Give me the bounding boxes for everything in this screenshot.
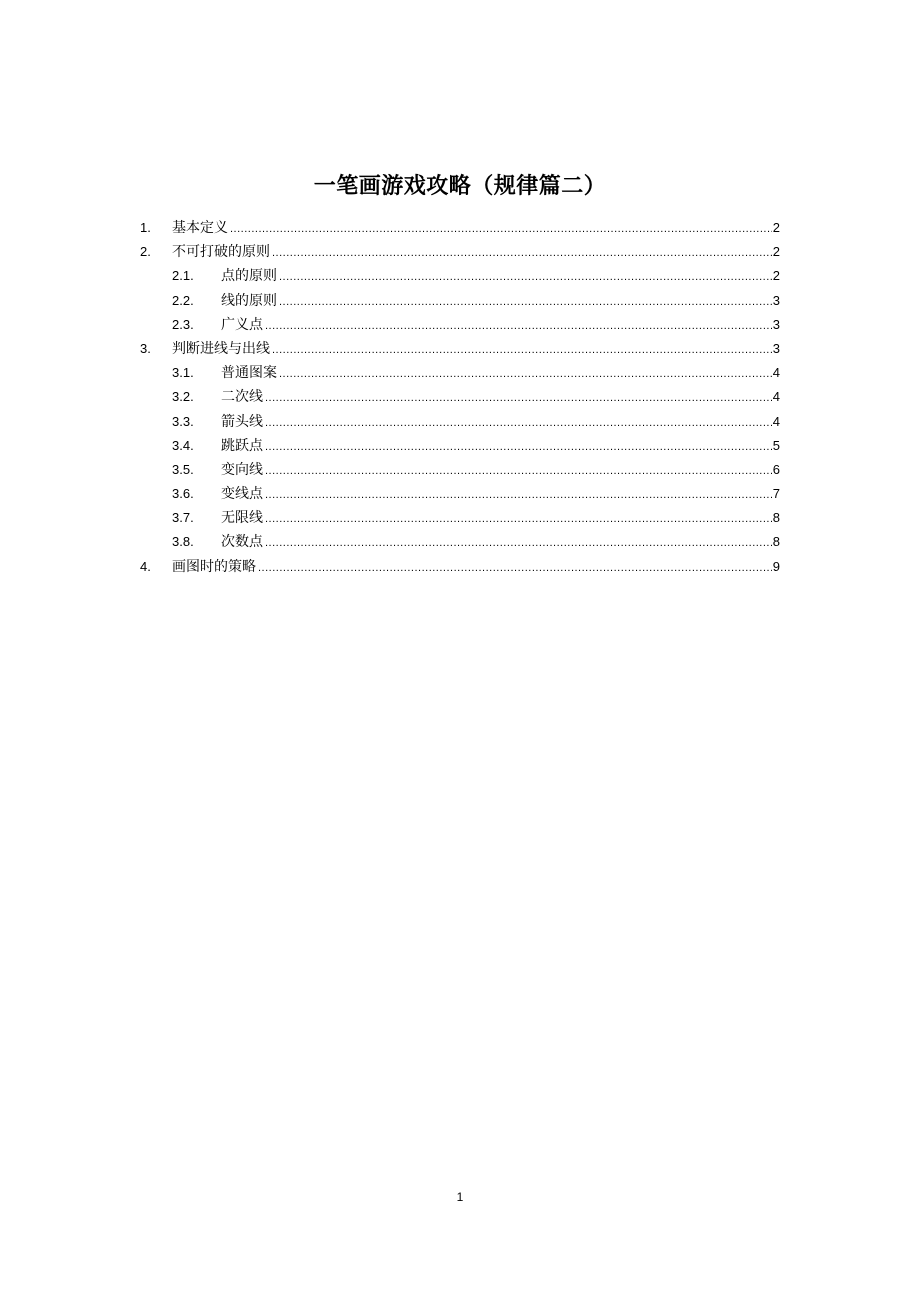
toc-entry-point-principle[interactable] (140, 264, 780, 288)
toc-page-number: 3 (772, 316, 780, 332)
toc-label: 二次线 (221, 389, 263, 406)
toc-dot-leader (279, 265, 772, 289)
toc-number: 2.3. (172, 316, 194, 332)
toc-page-number: 2 (772, 268, 780, 284)
toc-page-number: 4 (772, 365, 780, 381)
toc-number: 3.6. (172, 486, 194, 502)
toc-number: 3.8. (172, 534, 194, 550)
toc-entry-line-principle[interactable] (140, 289, 780, 313)
toc-entry-normal-pattern[interactable] (140, 361, 780, 385)
toc-number: 4. (140, 558, 151, 574)
toc-entry-arrow-line[interactable] (140, 410, 780, 434)
toc-label: 变向线 (221, 461, 263, 478)
toc-entry-double-line[interactable] (140, 385, 780, 409)
toc-dot-leader (265, 435, 772, 459)
toc-page-number: 7 (772, 486, 780, 502)
toc-label: 跳跃点 (221, 437, 263, 454)
toc-number: 2. (140, 244, 151, 260)
toc-page-number: 8 (772, 510, 780, 526)
toc-number: 3.1. (172, 365, 194, 381)
toc-dot-leader (279, 362, 772, 386)
toc-entry-judge-in-out-lines[interactable] (140, 337, 780, 361)
toc-entry-basic-definition[interactable] (140, 216, 780, 240)
toc-page-number: 4 (772, 389, 780, 405)
toc-entry-drawing-strategy[interactable] (140, 555, 780, 579)
toc-number: 3.2. (172, 389, 194, 405)
toc-number: 3.7. (172, 510, 194, 526)
toc-page-number: 4 (772, 413, 780, 429)
toc-entry-count-point[interactable] (140, 530, 780, 554)
toc-dot-leader (265, 459, 772, 483)
page-title: 一笔画游戏攻略（规律篇二） (313, 174, 607, 199)
toc-page-number: 3 (772, 340, 780, 356)
toc-label: 不可打破的原则 (172, 244, 270, 261)
toc-dot-leader (265, 507, 772, 531)
toc-entry-infinite-line[interactable] (140, 506, 780, 530)
toc-label: 线的原则 (221, 292, 277, 309)
toc-entry-unbreakable-principles[interactable] (140, 240, 780, 264)
toc-label: 普通图案 (221, 365, 277, 382)
toc-label: 判断进线与出线 (172, 340, 270, 357)
toc-dot-leader (265, 531, 772, 555)
toc-page-number: 6 (772, 461, 780, 477)
toc-label: 广义点 (221, 316, 263, 333)
toc-page-number: 8 (772, 534, 780, 550)
toc-entry-generalized-point[interactable] (140, 313, 780, 337)
toc-number: 2.1. (172, 268, 194, 284)
toc-page-number: 5 (772, 437, 780, 453)
toc-dot-leader (279, 290, 772, 314)
toc-dot-leader (230, 217, 772, 241)
toc-entry-direction-line[interactable] (140, 458, 780, 482)
toc-dot-leader (272, 338, 772, 362)
toc-dot-leader (258, 556, 772, 580)
toc-label: 无限线 (221, 510, 263, 527)
toc-dot-leader (265, 411, 772, 435)
toc-label: 变线点 (221, 486, 263, 503)
toc-page-number: 2 (772, 220, 780, 235)
table-of-contents (140, 216, 780, 579)
toc-page-number: 9 (772, 558, 780, 574)
toc-dot-leader (265, 483, 772, 507)
toc-number: 3.5. (172, 461, 194, 477)
toc-label: 点的原则 (221, 268, 277, 285)
page-number: 1 (456, 1190, 464, 1204)
toc-entry-jump-point[interactable] (140, 434, 780, 458)
toc-label: 箭头线 (221, 413, 263, 430)
toc-dot-leader (265, 314, 772, 338)
toc-label: 次数点 (221, 534, 263, 551)
toc-dot-leader (265, 386, 772, 410)
toc-page-number: 2 (772, 244, 780, 260)
toc-number: 3.3. (172, 413, 194, 429)
toc-entry-switch-point[interactable] (140, 482, 780, 506)
toc-number: 3. (140, 340, 151, 356)
toc-dot-leader (272, 241, 772, 265)
toc-number: 2.2. (172, 292, 194, 308)
toc-page-number: 3 (772, 292, 780, 308)
toc-number: 3.4. (172, 437, 194, 453)
toc-label: 基本定义 (172, 220, 228, 236)
toc-label: 画图时的策略 (172, 558, 256, 575)
toc-number: 1. (140, 220, 151, 235)
